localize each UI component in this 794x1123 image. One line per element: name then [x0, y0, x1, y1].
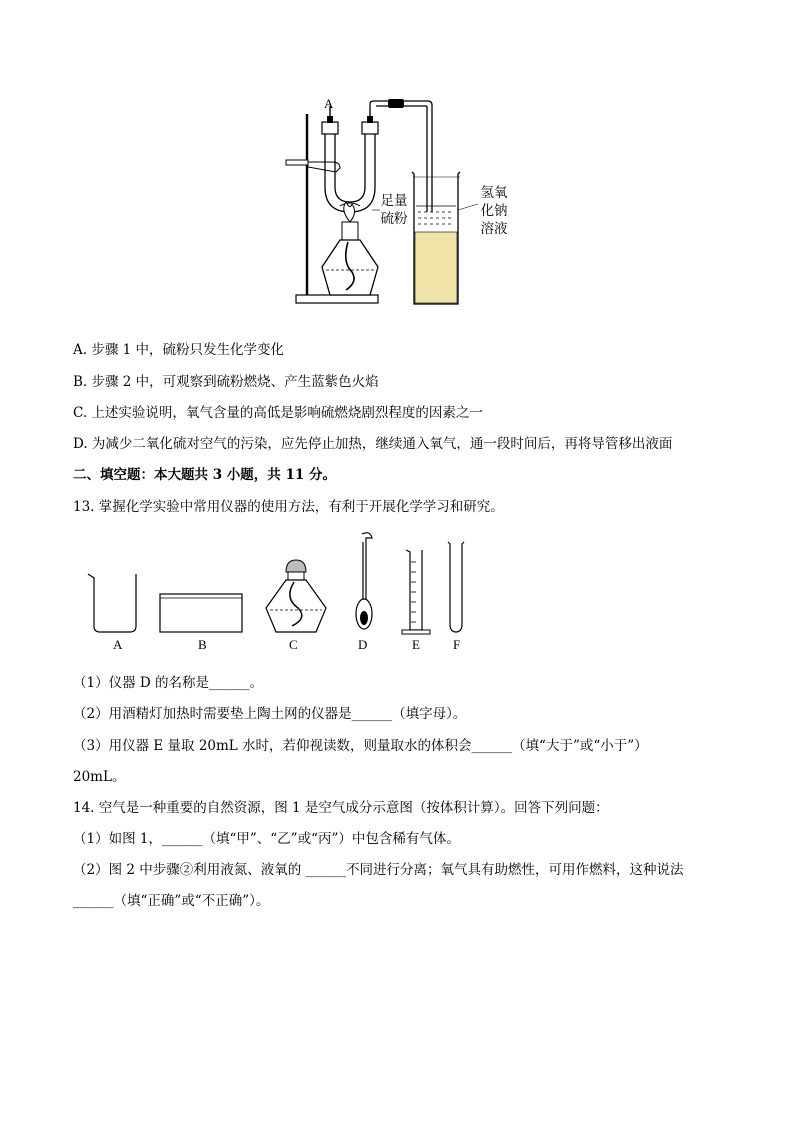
instrument-label-d: D: [358, 637, 368, 652]
q14-sub2-line1: （2）图 2 中步骤②利用液氮、液氧的 ______不同进行分离；氧气具有助燃性，可用作燃料，这种说法: [73, 862, 684, 878]
naoh-label: [476, 184, 512, 238]
q13-sub1: （1）仪器 D 的名称是______。: [73, 675, 263, 691]
q14-sub2-line2: ______（填“正确”或“不正确”）。: [73, 893, 270, 909]
instrument-label-a: A: [113, 637, 123, 652]
section-heading: 二、填空题：本大题共 3 小题，共 11 分。: [73, 467, 336, 483]
instrument-label-e: E: [412, 637, 420, 652]
option-a: A. 步骤 1 中，硫粉只发生化学变化: [73, 342, 285, 358]
instruments-figure: [80, 528, 480, 658]
naoh-label-line3: 溶液: [480, 221, 508, 237]
option-c: C. 上述实验说明，氧气含量的高低是影响硫燃烧剧烈程度的因素之一: [73, 405, 483, 421]
q13-sub3-line2: 20mL。: [73, 769, 126, 785]
instrument-label-b: B: [198, 637, 207, 652]
naoh-label-line2: 化钠: [480, 203, 508, 219]
apparatus-figure: [280, 92, 520, 312]
sulfur-label-line1: 足量: [380, 193, 408, 209]
q13-sub3-line1: （3）用仪器 E 量取 20mL 水时，若仰视读数，则量取水的体积会______（填“大于”或“小于”）: [73, 738, 648, 754]
apparatus-label-a: A: [324, 96, 334, 111]
q13-stem: 13. 掌握化学实验中常用仪器的使用方法，有利于开展化学学习和研究。: [73, 499, 504, 515]
q13-sub2: （2）用酒精灯加热时需要垫上陶土网的仪器是______（填字母）。: [73, 706, 467, 722]
option-b: B. 步骤 2 中，可观察到硫粉燃烧、产生蓝紫色火焰: [73, 374, 379, 390]
instrument-label-f: F: [453, 637, 461, 652]
q14-sub1: （1）如图 1，______（填“甲”、“乙”或“丙”）中包含稀有气体。: [73, 831, 460, 847]
instruments-drawing: [80, 528, 480, 638]
sulfur-label-line2: 硫粉: [380, 211, 408, 227]
instrument-label-c: C: [289, 637, 298, 652]
sulfur-label: [376, 192, 412, 228]
option-d: D. 为减少二氧化硫对空气的污染，应先停止加热，继续通入氧气，通一段时间后，再将导管移出液面: [73, 436, 673, 452]
q14-stem: 14. 空气是一种重要的自然资源，图 1 是空气成分示意图（按体积计算）。回答下列问题：: [73, 800, 609, 816]
naoh-label-line1: 氢氧: [480, 185, 508, 201]
